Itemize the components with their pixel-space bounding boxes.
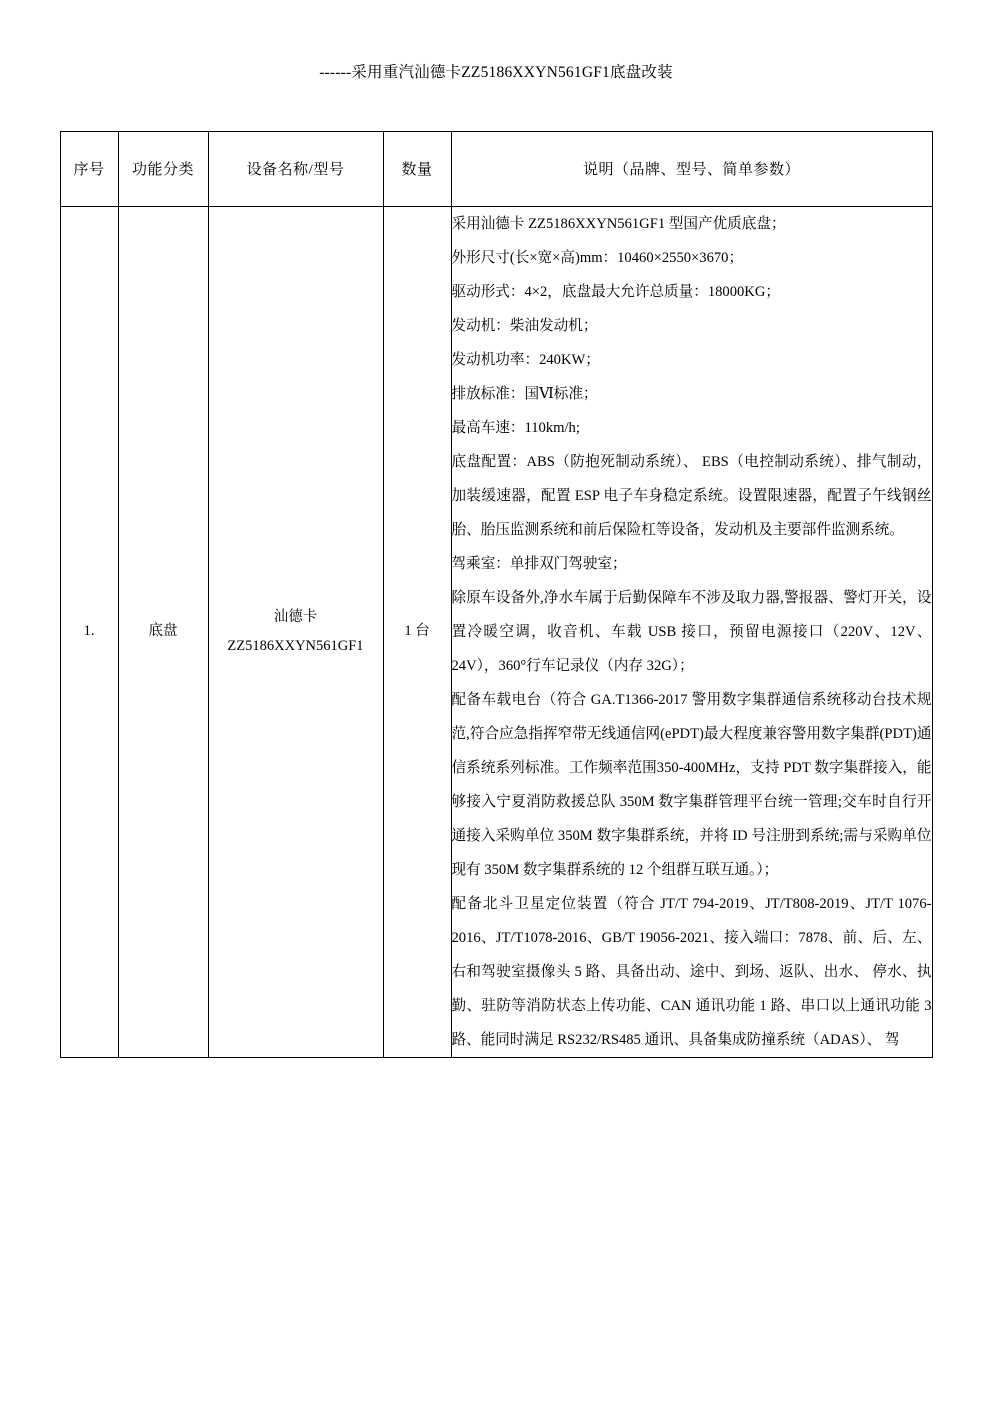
page-title: ------采用重汽汕德卡ZZ5186XXYN561GF1底盘改装 [319,64,673,81]
cell-seq: 1. [60,206,118,1057]
table-header-row [60,131,932,206]
desc-paragraph: 外形尺寸(长×宽×高)mm：10460×2550×3670； [451,249,744,266]
desc-paragraph: 驱动形式：4×2，底盘最大允许总质量：18000KG； [451,283,780,300]
column-header-description: 说明（品牌、型号、简单参数） [451,131,932,206]
cell-name-line2: ZZ5186XXYN561GF1 [227,637,364,654]
desc-paragraph: 最高车速：110km/h; [451,419,580,436]
table-row [60,206,932,1057]
cell-category: 底盘 [118,206,208,1057]
column-header-seq: 序号 [60,131,118,206]
desc-paragraph: 排放标准：国Ⅵ标准； [451,385,598,402]
cell-name [208,206,383,1057]
desc-paragraph: 除原车设备外,净水车属于后勤保障车不涉及取力器,警报器、警灯开关，设置冷暖空调，收音机、车载 USB 接口，预留电源接口（220V、12V、24V），360°行车记录仪（内存 32G）； [451,589,932,674]
table-header [60,131,932,206]
column-header-quantity: 数量 [383,131,451,206]
desc-paragraph: 发动机：柴油发动机； [451,317,598,334]
cell-quantity: 1 台 [383,206,451,1057]
desc-paragraph: 底盘配置：ABS（防抱死制动系统）、 EBS（电控制动系统）、排气制动，加装缓速器，配置 ESP 电子车身稳定系统。设置限速器，配置子午线钢丝胎、胎压监测系统和前后保险杠等设备，发动机及主要部件监测系统。 [451,453,932,538]
desc-paragraph: 配备北斗卫星定位装置（符合 JT/T 794-2019、JT/T808-2019、JT/T 1076-2016、JT/T1078-2016、GB/T 19056-2021、接入端口：7878、前、后、左、右和驾驶室摄像头 5 路、具备出动、途中、到场、返队、出水、 停水、执勤、驻防等消防状态上传功能、CAN 通讯功能 1 路、串口以上通讯功能 3 路、能同时满足 RS232/RS485 通讯、具备集成防撞系统（ADAS）、 驾 [451,895,932,1048]
cell-name-line1: 汕德卡 [273,608,318,625]
table-body [60,206,932,1057]
cell-description [451,206,932,1057]
equipment-spec-table [60,131,933,1058]
column-header-category: 功能分类 [118,131,208,206]
desc-paragraph: 驾乘室：单排双门驾驶室； [451,555,627,572]
desc-paragraph: 采用汕德卡 ZZ5186XXYN561GF1 型国产优质底盘； [451,215,786,232]
desc-paragraph: 配备车载电台（符合 GA.T1366-2017 警用数字集群通信系统移动台技术规范,符合应急指挥窄带无线通信网(ePDT)最大程度兼容警用数字集群(PDT)通信系统系列标准。工作频率范围350-400MHz，支持 PDT 数字集群接入，能够接入宁夏消防救援总队 350M 数字集群管理平台统一管理;交车时自行开通接入采购单位 350M 数字集群系统，并将 ID 号注册到系统;需与采购单位现有 350M 数字集群系统的 12 个组群互联互通。）； [451,691,932,878]
desc-paragraph: 发动机功率：240KW； [451,351,600,368]
column-header-name: 设备名称/型号 [208,131,383,206]
